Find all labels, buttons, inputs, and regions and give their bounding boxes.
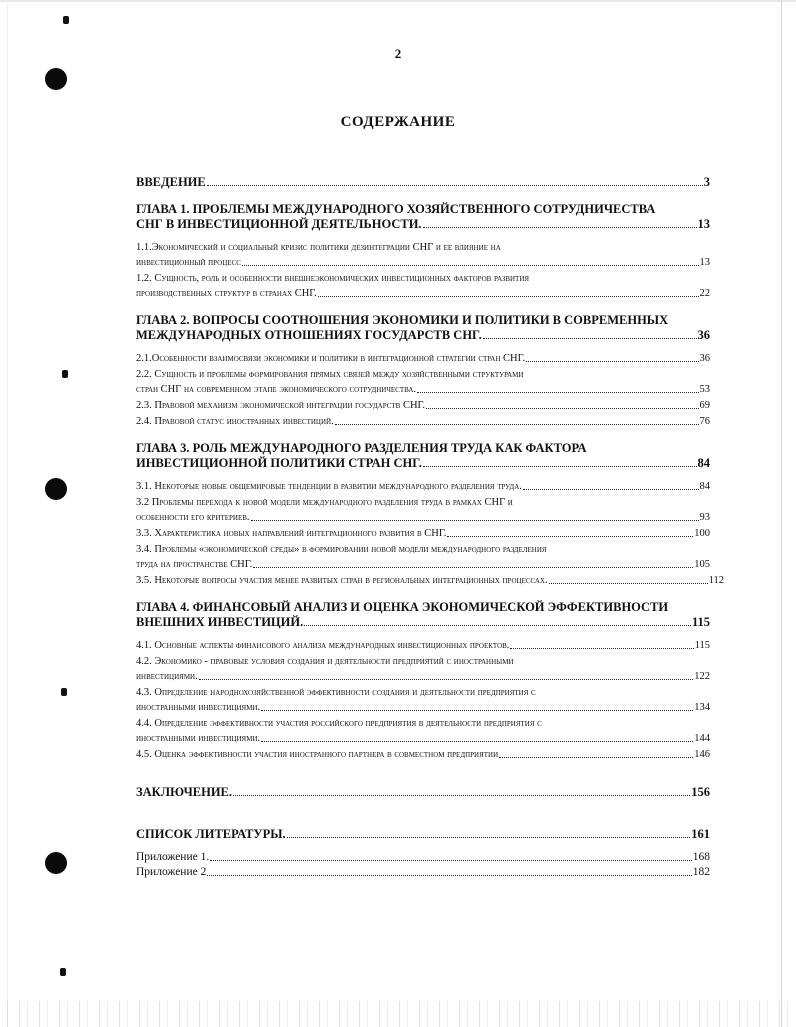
toc-intro[interactable]: ВВЕДЕНИЕ 3 <box>136 175 710 189</box>
page-ref: 146 <box>694 749 710 760</box>
page-ref: 156 <box>691 785 710 799</box>
scan-edge-left <box>7 0 8 1027</box>
page-ref: 122 <box>694 671 710 682</box>
toc-section-2-4[interactable]: 2.4. Правовой статус иностранных инвестиций. 76 <box>136 416 710 427</box>
toc-section-4-4[interactable]: 4.4. Определение эффективности участия российского предприятия в деятельности предприятия с иностранными инвестициями. 144 <box>136 718 710 744</box>
scan-noise-bottom <box>0 1001 796 1027</box>
page-ref: 3 <box>703 175 710 189</box>
toc-chapter-4[interactable]: ГЛАВА 4. ФИНАНСОВЫЙ АНАЛИЗ И ОЦЕНКА ЭКОНОМИЧЕСКОЙ ЭФФЕКТИВНОСТИ ВНЕШНИХ ИНВЕСТИЦИЙ. 115 <box>136 600 710 629</box>
page-ref: 84 <box>697 456 710 470</box>
page-ref: 100 <box>694 528 710 539</box>
toc-appendix-2[interactable]: Приложение 2 182 <box>136 866 710 878</box>
page-ref: 36 <box>699 353 710 364</box>
page-ref: 84 <box>699 481 710 492</box>
scan-speck <box>61 688 67 696</box>
page-ref: 69 <box>699 400 710 411</box>
page-ref: 53 <box>699 384 710 395</box>
scan-edge-top <box>0 0 796 2</box>
toc-section-3-2[interactable]: 3.2 Проблемы перехода к новой модели международного разделения труда в рамках СНГ и особенности его критериев. 93 <box>136 497 710 523</box>
toc-section-3-3[interactable]: 3.3. Характеристика новых направлений интеграционного развития в СНГ. 100 <box>136 528 710 539</box>
scan-speck <box>60 968 66 976</box>
toc-section-2-2[interactable]: 2.2. Сущность и проблемы формирования прямых связей между хозяйственными структурами стран СНГ на современном этапе экономического сотрудничества. 53 <box>136 369 710 395</box>
toc-chapter-2[interactable]: ГЛАВА 2. ВОПРОСЫ СООТНОШЕНИЯ ЭКОНОМИКИ И ПОЛИТИКИ В СОВРЕМЕННЫХ МЕЖДУНАРОДНЫХ ОТНОШЕНИЯХ ГОСУДАРСТВ СНГ. 36 <box>136 313 710 342</box>
page-number: 2 <box>394 46 402 61</box>
toc-section-4-2[interactable]: 4.2. Экономико - правовые условия создания и деятельности предприятий с иностранными инвестициями. 122 <box>136 656 710 682</box>
page-ref: 22 <box>699 288 710 299</box>
punch-hole-icon <box>45 478 67 500</box>
toc-section-2-3[interactable]: 2.3. Правовой механизм экономической интеграции государств СНГ. 69 <box>136 400 710 411</box>
page-ref: 134 <box>694 702 710 713</box>
toc-section-3-4[interactable]: 3.4. Проблемы «экономической среды» в формировании новой модели международного разделения труда на пространстве СНГ. 105 <box>136 544 710 570</box>
toc-section-4-1[interactable]: 4.1. Основные аспекты финансового анализа международных инвестиционных проектов. 115 <box>136 640 710 651</box>
page-ref: 115 <box>694 640 710 651</box>
toc-chapter-1[interactable]: ГЛАВА 1. ПРОБЛЕМЫ МЕЖДУНАРОДНОГО ХОЗЯЙСТВЕННОГО СОТРУДНИЧЕСТВА СНГ В ИНВЕСТИЦИОННОЙ ДЕЯТЕЛЬНОСТИ. 13 <box>136 202 710 231</box>
page-ref: 182 <box>692 866 710 878</box>
toc-conclusion[interactable]: ЗАКЛЮЧЕНИЕ. 156 <box>136 785 710 799</box>
toc-section-2-1[interactable]: 2.1.Особенности взаимосвязи экономики и политики в интеграционной стратегии стран СНГ. 36 <box>136 353 710 364</box>
page-ref: 168 <box>692 851 710 863</box>
page-ref: 115 <box>691 615 710 629</box>
toc-chapter-3[interactable]: ГЛАВА 3. РОЛЬ МЕЖДУНАРОДНОГО РАЗДЕЛЕНИЯ ТРУДА КАК ФАКТОРА ИНВЕСТИЦИОННОЙ ПОЛИТИКИ СТРАН СНГ. 84 <box>136 441 710 470</box>
page-ref: 13 <box>699 257 710 268</box>
toc-appendix-1[interactable]: Приложение 1. 168 <box>136 851 710 863</box>
page-ref: 105 <box>694 559 710 570</box>
page-ref: 93 <box>699 512 710 523</box>
punch-hole-icon <box>45 852 67 874</box>
page-ref: 161 <box>691 827 710 841</box>
toc-section-1-2[interactable]: 1.2. Сущность, роль и особенности внешнеэкономических инвестиционных факторов развития производственных структур в странах СНГ. 22 <box>136 273 710 299</box>
toc-section-3-5[interactable]: 3.5. Некоторые вопросы участия менее развитых стран в региональных интеграционных процессах. 112 <box>136 575 724 586</box>
toc-section-4-3[interactable]: 4.3. Определение народнохозяйственной эффективности создания и деятельности предприятия с иностранными инвестициями. 134 <box>136 687 710 713</box>
punch-hole-icon <box>45 68 67 90</box>
toc-references[interactable]: СПИСОК ЛИТЕРАТУРЫ. 161 <box>136 827 710 841</box>
page-ref: 13 <box>697 217 710 231</box>
page-ref: 36 <box>697 328 710 342</box>
scan-edge-right <box>781 0 782 1027</box>
scan-speck <box>62 370 68 378</box>
page-ref: 76 <box>699 416 710 427</box>
scan-speck <box>63 16 69 24</box>
page-ref: 112 <box>708 575 724 586</box>
page-ref: 144 <box>694 733 710 744</box>
toc-section-1-1[interactable]: 1.1.Экономический и социальный кризис политики дезинтеграции СНГ и ее влияние на инвестиционный процесс 13 <box>136 242 710 268</box>
table-of-contents <box>136 174 724 880</box>
toc-section-4-5[interactable]: 4.5. Оценка эффективности участия иностранного партнера в совместном предприятии 146 <box>136 749 710 760</box>
toc-section-3-1[interactable]: 3.1. Некоторые новые общемировые тенденции в развитии международного разделения труда. 84 <box>136 481 710 492</box>
page-title: СОДЕРЖАНИЕ <box>340 114 456 130</box>
